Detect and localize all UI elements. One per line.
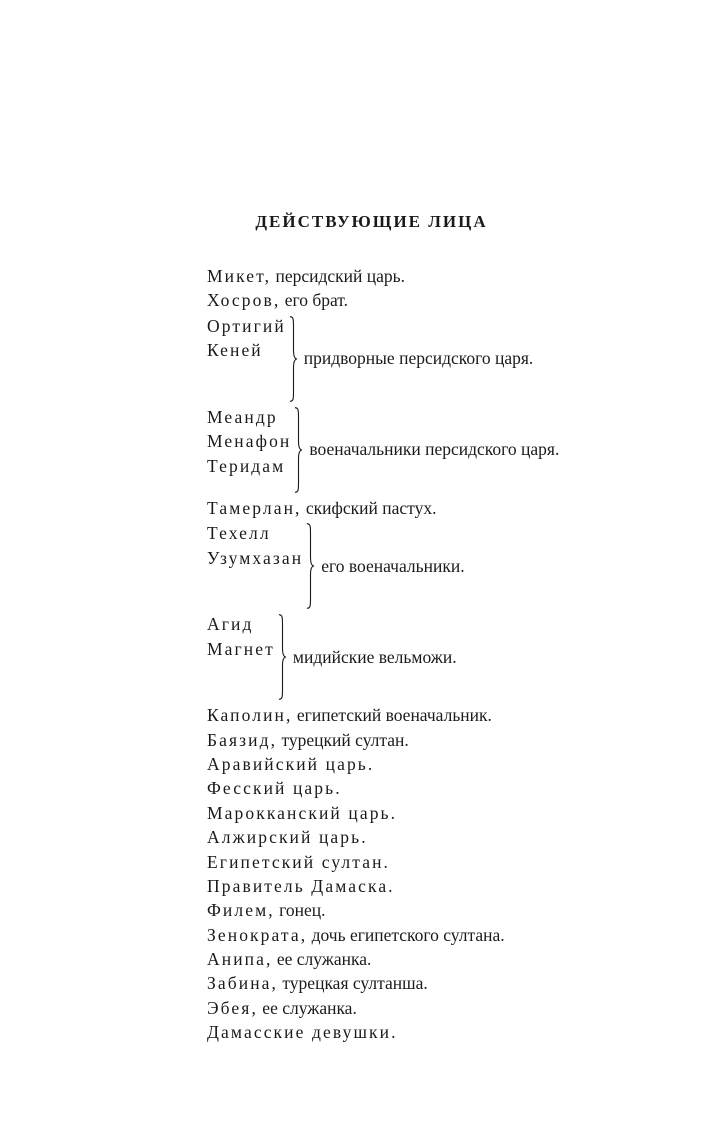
character-name: Теридам xyxy=(207,455,286,476)
character-description: ее служанка. xyxy=(276,949,372,970)
character-description: гонец. xyxy=(279,900,326,921)
character-name: Узумхазан xyxy=(207,547,304,568)
cast-entry xyxy=(207,996,667,1020)
group-description: его военачальники. xyxy=(321,555,465,576)
cast-entry xyxy=(207,874,667,898)
character-name: Кеней xyxy=(207,340,263,361)
cast-entry xyxy=(207,752,667,776)
character-name: Зенократа, xyxy=(207,924,308,945)
page-heading: ДЕЙСТВУЮЩИЕ ЛИЦА xyxy=(255,212,488,231)
character-name: Филем, xyxy=(207,900,275,921)
character-name: Фесский царь. xyxy=(207,778,342,799)
character-name: Эбея, xyxy=(207,997,258,1018)
cast-group xyxy=(207,405,667,495)
character-name: Магнет xyxy=(207,638,275,659)
character-name: Тамерлан, xyxy=(207,497,302,518)
cast-list xyxy=(207,264,667,1045)
cast-entry xyxy=(207,288,667,312)
brace-icon xyxy=(275,612,293,702)
character-description: турецкая султанша. xyxy=(282,973,428,994)
cast-entry xyxy=(207,264,667,288)
cast-entry xyxy=(207,801,667,825)
character-description: дочь египетского султана. xyxy=(311,924,505,945)
cast-entry xyxy=(207,947,667,971)
character-description: ее служанка. xyxy=(262,997,357,1018)
character-name: Техелл xyxy=(207,523,271,544)
character-name: Менафон xyxy=(207,431,292,452)
character-name: Каполин, xyxy=(207,705,293,726)
character-name: Египетский султан. xyxy=(207,851,391,872)
cast-group xyxy=(207,612,667,702)
cast-group xyxy=(207,521,667,611)
brace-icon xyxy=(286,314,304,404)
character-name: Забина, xyxy=(207,973,279,994)
character-description: персидский царь. xyxy=(275,266,405,286)
character-name: Меандр xyxy=(207,406,278,427)
character-description: скифский пастух. xyxy=(305,497,437,518)
character-name: Ортигий xyxy=(207,315,286,336)
cast-entry xyxy=(207,703,667,727)
character-name: Аравийский царь. xyxy=(207,753,375,774)
cast-entry xyxy=(207,898,667,922)
group-description: военачальники персидского царя. xyxy=(309,439,560,460)
group-description: мидийские вельможи. xyxy=(292,646,457,667)
character-description: египетский военачальник. xyxy=(296,705,492,726)
character-name: Марокканский царь. xyxy=(207,802,398,823)
cast-entry xyxy=(207,825,667,849)
character-name: Алжирский царь. xyxy=(207,827,368,848)
cast-group xyxy=(207,314,667,404)
cast-entry xyxy=(207,776,667,800)
character-name: Микет, xyxy=(207,266,272,286)
cast-entry xyxy=(207,923,667,947)
cast-entry xyxy=(207,496,667,520)
character-name: Анипа, xyxy=(207,949,273,970)
character-name: Правитель Дамаска. xyxy=(207,875,395,896)
character-name: Агид xyxy=(207,614,254,635)
brace-icon xyxy=(303,521,321,611)
cast-entry xyxy=(207,1020,667,1044)
character-name: Хосров, xyxy=(207,290,281,311)
cast-entry xyxy=(207,728,667,752)
cast-entry xyxy=(207,850,667,874)
brace-icon xyxy=(291,405,309,495)
character-name: Баязид, xyxy=(207,729,278,750)
cast-entry xyxy=(207,971,667,995)
character-description: его брат. xyxy=(284,290,349,311)
character-description: турецкий султан. xyxy=(281,729,409,750)
group-description: придворные персидского царя. xyxy=(303,348,534,369)
character-name: Дамасские девушки. xyxy=(207,1022,398,1043)
